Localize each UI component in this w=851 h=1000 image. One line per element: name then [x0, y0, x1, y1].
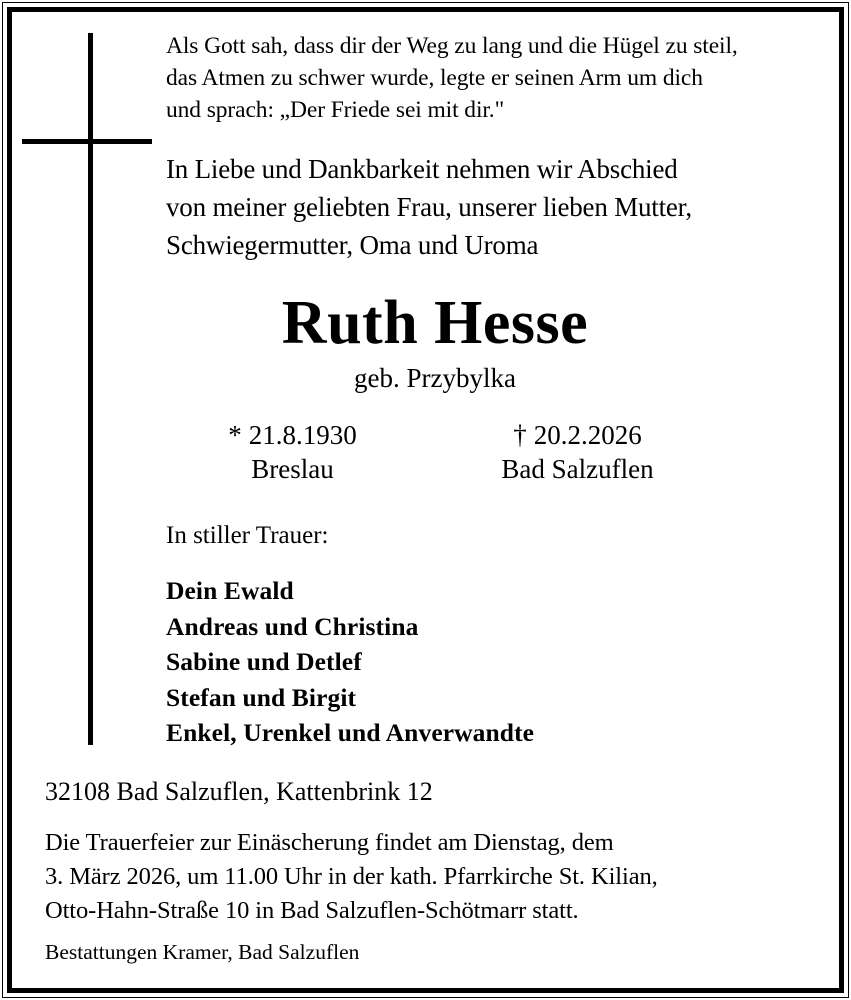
deceased-name: Ruth Hesse [281, 289, 589, 357]
farewell-statement [166, 150, 836, 264]
farewell-line: In Liebe und Dankbarkeit nehmen wir Abschied [166, 154, 678, 184]
death-date-line [435, 418, 720, 452]
death-cross-icon: † [513, 420, 527, 450]
deceased-maiden-name: geb. Przybylka [354, 363, 516, 393]
farewell-line: von meiner geliebten Frau, unserer lieben Mutter, [166, 192, 692, 222]
mourner-name: Stefan und Birgit [166, 682, 357, 712]
memorial-verse [166, 30, 826, 126]
deceased-name-block [150, 288, 720, 396]
ceremony-line: Die Trauerfeier zur Einäscherung findet am Dienstag, dem [45, 829, 614, 856]
farewell-line: Schwiegermutter, Oma und Uroma [166, 230, 539, 260]
ceremony-line: 3. März 2026, um 11.00 Uhr in der kath. Pfarrkirche St. Kilian, [45, 863, 658, 890]
birth-date-line [150, 418, 435, 452]
birth-date: 21.8.1930 [248, 420, 357, 450]
life-dates [150, 418, 720, 486]
verse-line: Als Gott sah, dass dir der Weg zu lang und die Hügel zu steil, [166, 33, 738, 59]
mourners-list [166, 573, 534, 751]
ceremony-line: Otto-Hahn-Straße 10 in Bad Salzuflen-Schötmarr statt. [45, 897, 579, 924]
mourner-name: Andreas und Christina [166, 611, 419, 641]
mourner-name: Sabine und Detlef [166, 647, 362, 676]
mourners-intro: In stiller Trauer: [166, 522, 329, 549]
mourner-name: Enkel, Urenkel und Anverwandte [166, 718, 535, 747]
verse-line: und sprach: „Der Friede sei mit dir." [166, 97, 505, 123]
birth-details [150, 418, 435, 486]
birth-place: Breslau [251, 454, 334, 484]
death-place: Bad Salzuflen [501, 454, 654, 484]
cross-horizontal-stroke [22, 139, 152, 144]
undertaker-credit: Bestattungen Kramer, Bad Salzuflen [45, 940, 360, 964]
birth-star-icon: * [228, 420, 242, 450]
funeral-service-details [45, 826, 825, 928]
mourner-name: Dein Ewald [166, 576, 294, 605]
family-address: 32108 Bad Salzuflen, Kattenbrink 12 [45, 777, 433, 806]
death-date: 20.2.2026 [533, 420, 642, 450]
death-details [435, 418, 720, 486]
verse-line: das Atmen zu schwer wurde, legte er seinen Arm um dich [166, 65, 703, 91]
